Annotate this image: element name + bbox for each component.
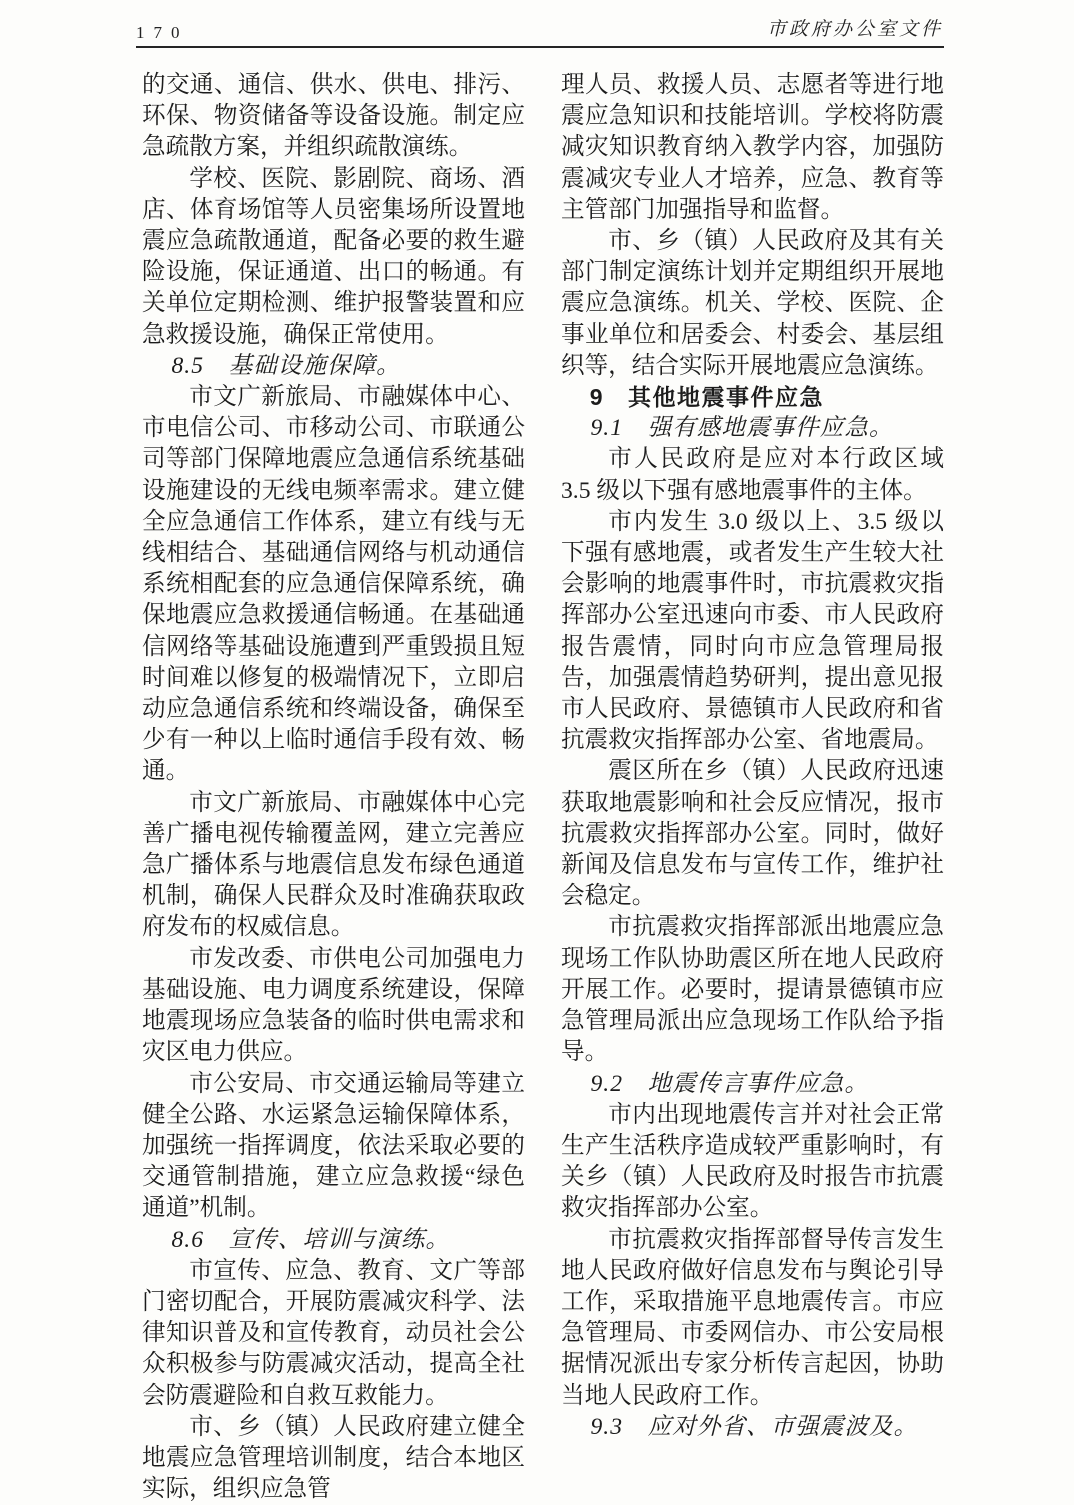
body-paragraph: 市发改委、市供电公司加强电力基础设施、电力调度系统建设，保障地震现场应急装备的临时供电需求和灾区电力供应。 bbox=[142, 945, 525, 1066]
header-rule bbox=[136, 46, 944, 48]
body-paragraph: 市内出现地震传言并对社会正常生产生活秩序造成较严重影响时，有关乡（镇）人民政府及时报告市抗震救灾指挥部办公室。 bbox=[561, 1101, 944, 1222]
body-paragraph: 市抗震救灾指挥部派出地震应急现场工作队协助震区所在地人民政府开展工作。必要时，提请景德镇市应急管理局派出应急现场工作队给予指导。 bbox=[561, 914, 944, 1066]
section-number: 8.6 bbox=[171, 1226, 204, 1253]
body-paragraph: 市内发生 3.0 级以上、3.5 级以下强有感地震，或者发生产生较大社会影响的地震事件时，市抗震救灾指挥部办公室迅速向市委、市人民政府报告震情，同时向市应急管理局报告，加强震情趋势研判，提出意见报市人民政府、景德镇市人民政府和省抗震救灾指挥部办公室、省地震局。 bbox=[561, 508, 944, 754]
section-title: 应对外省、市强震波及。 bbox=[647, 1413, 919, 1440]
body-paragraph-continuation: 的交通、通信、供水、供电、排污、环保、物资储备等设备设施。制定应急疏散方案，并组织疏散演练。 bbox=[142, 72, 525, 161]
body-paragraph: 市抗震救灾指挥部督导传言发生地人民政府做好信息发布与舆论引导工作，采取措施平息地震传言。市应急管理局、市委网信办、市公安局根据情况派出专家分析传言起因，协助当地人民政府工作。 bbox=[561, 1226, 944, 1409]
body-paragraph: 市公安局、市交通运输局等建立健全公路、水运紧急运输保障体系，加强统一指挥调度，依法采取必要的交通管制措施，建立应急救援“绿色通道”机制。 bbox=[142, 1070, 525, 1222]
section-title: 地震传言事件应急。 bbox=[647, 1070, 869, 1097]
section-number: 9.2 bbox=[590, 1070, 623, 1097]
header-doc-title: 市政府办公室文件 bbox=[766, 19, 943, 40]
left-column bbox=[142, 70, 525, 1505]
body-paragraph-continuation: 理人员、救援人员、志愿者等进行地震应急知识和技能培训。学校将防震减灾知识教育纳入教学内容，加强防震减灾专业人才培养，应急、教育等主管部门加强指导和监督。 bbox=[561, 72, 944, 223]
section-heading-8-6 bbox=[142, 1225, 525, 1256]
section-heading-9-3 bbox=[561, 1412, 944, 1443]
body-paragraph: 学校、医院、影剧院、商场、酒店、体育场馆等人员密集场所设置地震应急疏散通道，配备必要的救生避险设施，保证通道、出口的畅通。有关单位定期检测、维护报警装置和应急救援设施，确保正常使用。 bbox=[142, 165, 525, 348]
section-number: 8.5 bbox=[171, 352, 204, 379]
section-title: 强有感地震事件应急。 bbox=[647, 415, 894, 442]
body-paragraph: 市文广新旅局、市融媒体中心、市电信公司、市移动公司、市联通公司等部门保障地震应急通信系统基础设施建设的无线电频率需求。建立健全应急通信工作体系，建立有线与无线相结合、基础通信网络与机动通信系统相配套的应急通信保障系统，确保地震应急救援通信畅通。在基础通信网络等基础设施遭到严重毁损且短时间难以修复的极端情况下，立即启动应急通信系统和终端设备，确保至少有一种以上临时通信手段有效、畅通。 bbox=[142, 384, 525, 785]
body-paragraph: 市、乡（镇）人民政府建立健全地震应急管理培训制度，结合本地区实际，组织应急管 bbox=[142, 1413, 525, 1503]
section-number: 9.1 bbox=[590, 415, 623, 442]
body-paragraph: 市、乡（镇）人民政府及其有关部门制定演练计划并定期组织开展地震应急演练。机关、学校、医院、企事业单位和居委会、村委会、基层组织等，结合实际开展地震应急演练。 bbox=[561, 228, 944, 379]
body-paragraph: 市文广新旅局、市融媒体中心完善广播电视传输覆盖网，建立完善应急广播体系与地震信息发布绿色通道机制，确保人民群众及时准确获取政府发布的权威信息。 bbox=[142, 789, 525, 941]
page-number: 170 bbox=[136, 23, 189, 42]
body-paragraph: 市宣传、应急、教育、文广等部门密切配合，开展防震减灾科学、法律知识普及和宣传教育，动员社会公众积极参与防震减灾活动，提高全社会防震避险和自救互救能力。 bbox=[142, 1257, 525, 1409]
body-paragraph: 震区所在乡（镇）人民政府迅速获取地震影响和社会反应情况，报市抗震救灾指挥部办公室。同时，做好新闻及信息发布与宣传工作，维护社会稳定。 bbox=[561, 758, 944, 910]
section-heading-8-5 bbox=[142, 351, 525, 382]
section-number: 9.3 bbox=[590, 1413, 623, 1440]
text-columns bbox=[142, 70, 944, 1505]
section-number: 9 bbox=[589, 384, 604, 411]
body-paragraph: 市人民政府是应对本行政区域 3.5 级以下强有感地震事件的主体。 bbox=[561, 446, 944, 504]
section-title: 其他地震事件应急 bbox=[628, 384, 825, 411]
section-title: 宣传、培训与演练。 bbox=[228, 1226, 450, 1253]
section-title: 基础设施保障。 bbox=[228, 352, 401, 379]
page-header bbox=[136, 12, 943, 44]
section-heading-9-1 bbox=[561, 413, 944, 444]
right-column bbox=[561, 70, 944, 1505]
section-heading-9-2 bbox=[561, 1069, 944, 1100]
section-heading-9 bbox=[561, 382, 944, 413]
